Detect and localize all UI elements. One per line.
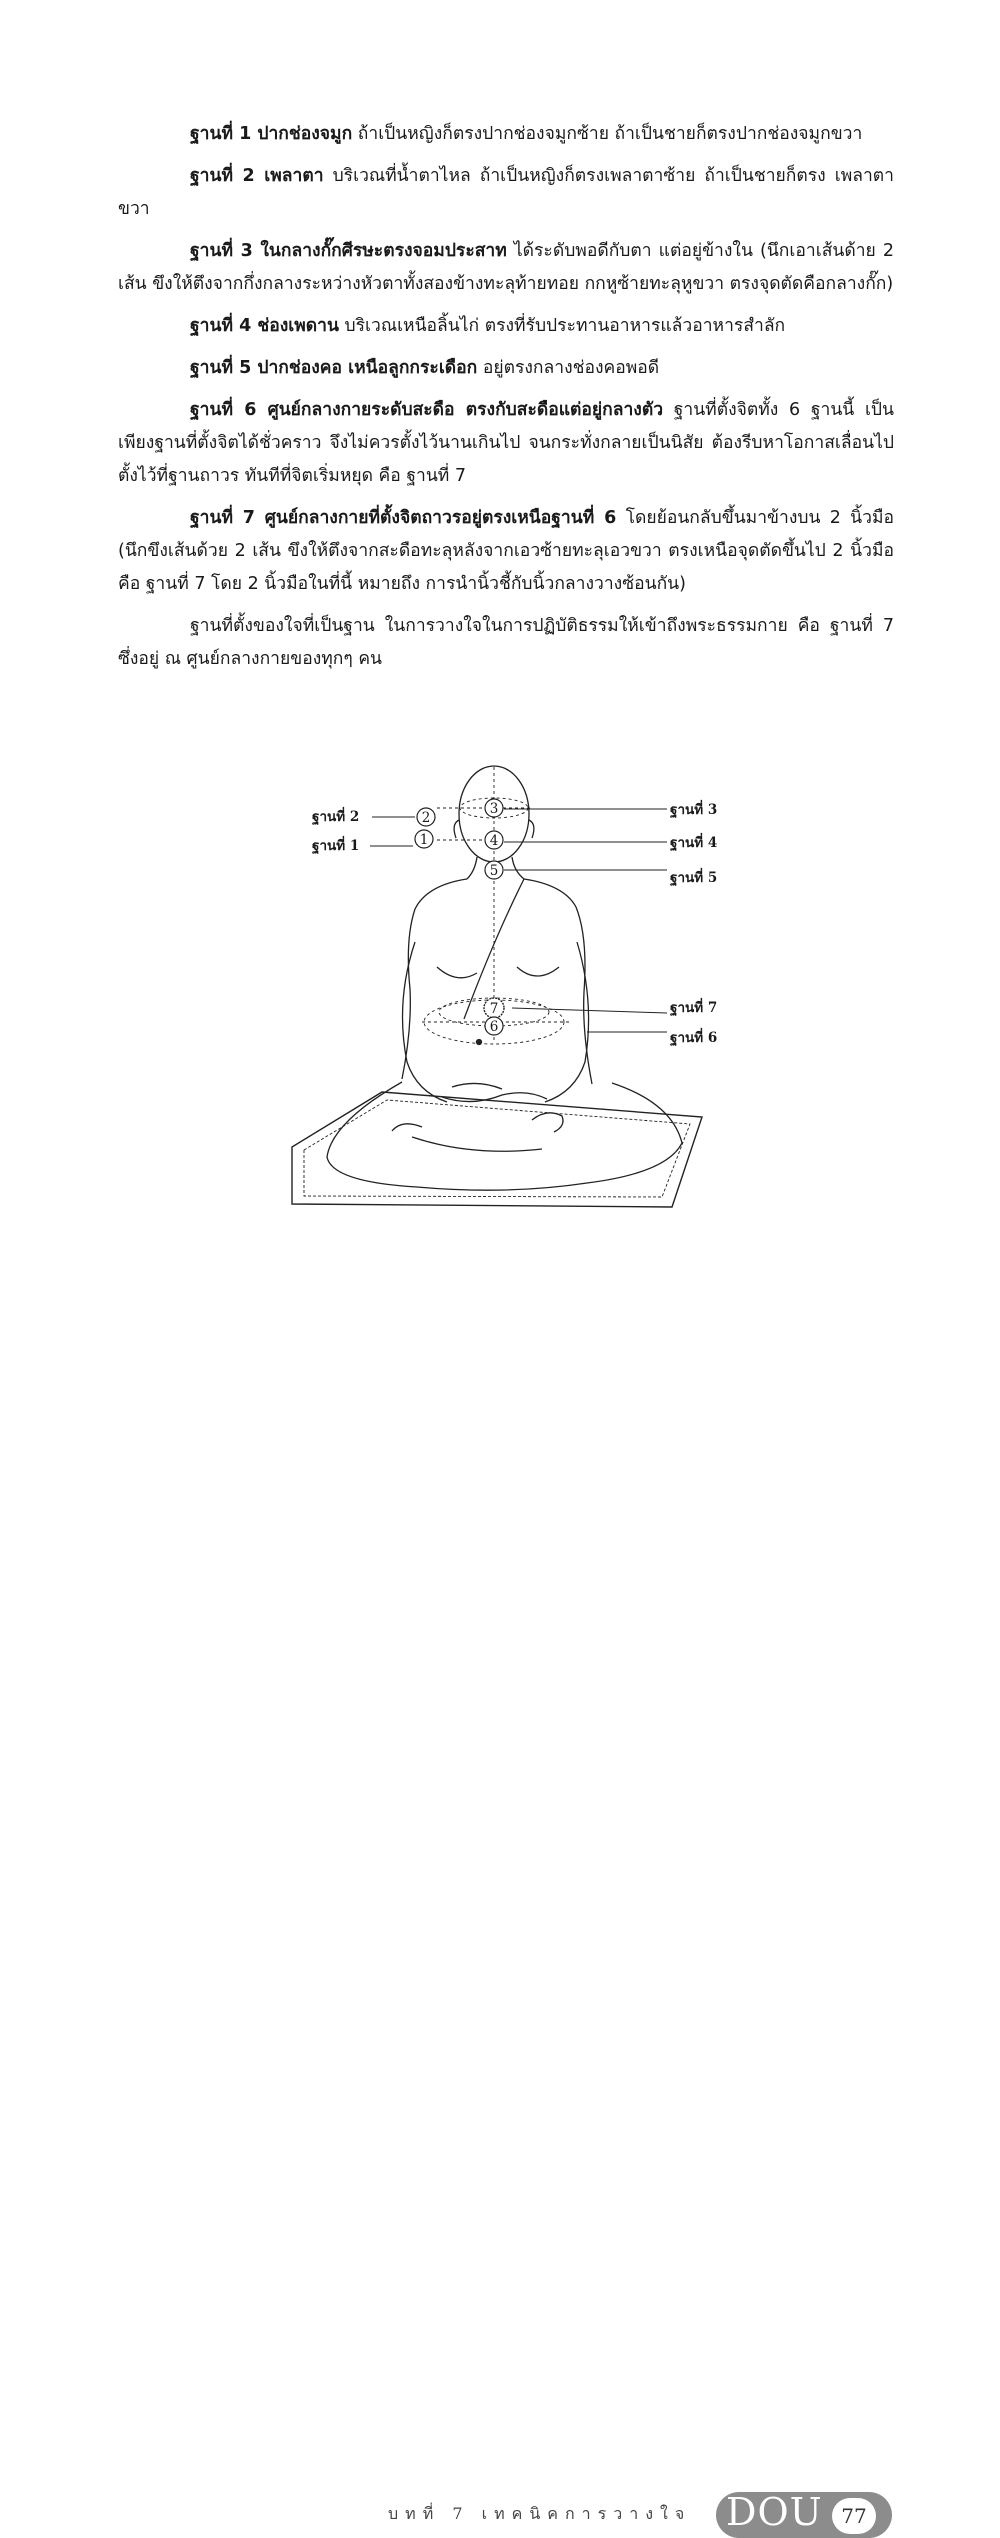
paragraph-heading: ฐานที่ 6 ศูนย์กลางกายระดับสะดือ ตรงกับสะดือแต่อยู่กลางตัว xyxy=(190,400,664,420)
marker-6 xyxy=(485,1017,503,1035)
seated-figure-outline xyxy=(327,766,682,1190)
svg-text:7: 7 xyxy=(489,1001,499,1017)
page-number: 77 xyxy=(832,2498,876,2534)
paragraph-base-1 xyxy=(118,118,894,151)
meditation-illustration xyxy=(232,742,732,1212)
chapter-title: บทที่ 7 เทคนิคการวางใจ xyxy=(388,2504,692,2523)
marker-3 xyxy=(485,799,503,817)
label-base-5: ฐานที่ 5 xyxy=(670,870,718,886)
paragraph-heading: ฐานที่ 3 ในกลางกั๊กศีรษะตรงจอมประสาท xyxy=(190,241,507,261)
body-text xyxy=(118,118,894,685)
paragraph-body: อยู่ตรงกลางช่องคอพอดี xyxy=(477,358,660,378)
label-base-7: ฐานที่ 7 xyxy=(670,1000,718,1016)
label-base-2: ฐานที่ 2 xyxy=(312,809,360,825)
svg-text:4: 4 xyxy=(489,833,499,849)
paragraph-body: บริเวณที่น้ำตาไหล ถ้าเป็นหญิงก็ตรงเพลาตาซ้าย ถ้าเป็นชายก็ตรง เพลาตาขวา xyxy=(118,166,894,219)
meditation-figure xyxy=(232,742,732,1212)
paragraph-body: บริเวณเหนือลิ้นไก่ ตรงที่รับประทานอาหารแล้วอาหารสำลัก xyxy=(338,316,786,336)
paragraph-heading: ฐานที่ 2 เพลาตา xyxy=(190,166,324,186)
svg-text:1: 1 xyxy=(419,832,429,848)
paragraph-base-5 xyxy=(118,352,894,385)
paragraph-body: ถ้าเป็นหญิงก็ตรงปากช่องจมูกซ้าย ถ้าเป็นชายก็ตรงปากช่องจมูกขวา xyxy=(352,124,863,144)
paragraph-base-2 xyxy=(118,160,894,226)
label-base-6: ฐานที่ 6 xyxy=(670,1030,718,1046)
paragraph-body: โดยย้อนกลับขึ้นมาข้างบน 2 นิ้วมือ (นึกขึงเส้นด้วย 2 เส้น ขึงให้ตึงจากสะดือทะลุหลังจากเอวซ้ายทะลุเอวขวา ตรงเหนือจุดตัดขึ้นไป 2 นิ้วมือ คือ ฐานที่ 7 โดย 2 นิ้วมือในที่นี้ หมายถึง การนำนิ้วชี้กับนิ้วกลางวางซ้อนกัน) xyxy=(118,508,894,594)
leader-lines xyxy=(370,809,667,1032)
paragraph-base-6 xyxy=(118,394,894,493)
paragraph-heading: ฐานที่ 5 ปากช่องคอ เหนือลูกกระเดือก xyxy=(190,358,478,378)
paragraph-summary xyxy=(118,610,894,676)
svg-text:3: 3 xyxy=(489,801,499,817)
base-markers xyxy=(415,799,504,1035)
label-base-3: ฐานที่ 3 xyxy=(670,802,718,818)
svg-text:5: 5 xyxy=(489,863,499,879)
paragraph-heading: ฐานที่ 1 ปากช่องจมูก xyxy=(190,124,353,144)
paragraph-base-4 xyxy=(118,310,894,343)
paragraph-heading: ฐานที่ 7 ศูนย์กลางกายที่ตั้งจิตถาวรอยู่ตรงเหนือฐานที่ 6 xyxy=(190,508,617,528)
paragraph-body: ฐานที่ตั้งจิตทั้ง 6 ฐานนี้ เป็นเพียงฐานที่ตั้งจิตได้ชั่วคราว จึงไม่ควรตั้งไว้นานเกินไป จนกระทั่งกลายเป็นนิสัย ต้องรีบหาโอกาสเลื่อนไปตั้งไว้ที่ฐานถาวร ทันทีที่จิตเริ่มหยุด คือ ฐานที่ 7 xyxy=(118,400,895,486)
paragraph-body: ได้ระดับพอดีกับตา แต่อยู่ข้างใน (นึกเอาเส้นด้าย 2 เส้น ขึงให้ตึงจากกึ่งกลางระหว่างหัวตาทั้งสองข้างทะลุท้ายทอย กกหูซ้ายทะลุหูขวา ตรงจุดตัดคือกลางกั๊ก) xyxy=(118,241,894,294)
label-base-1: ฐานที่ 1 xyxy=(312,838,360,854)
page-footer xyxy=(0,1240,1000,2534)
marker-7 xyxy=(484,998,504,1018)
svg-text:6: 6 xyxy=(489,1019,499,1035)
brand-logo-text: DOU xyxy=(726,2490,823,2534)
paragraph-heading: ฐานที่ 4 ช่องเพดาน xyxy=(190,316,339,336)
base-labels xyxy=(312,799,717,1047)
marker-2 xyxy=(417,808,435,826)
marker-1 xyxy=(415,830,433,848)
paragraph-body: ฐานที่ตั้งของใจที่เป็นฐาน ในการวางใจในการปฏิบัติธรรมให้เข้าถึงพระธรรมกาย คือ ฐานที่ 7 ซึ่งอยู่ ณ ศูนย์กลางกายของทุกๆ คน xyxy=(118,616,894,669)
marker-4 xyxy=(485,831,503,849)
paragraph-base-3 xyxy=(118,235,894,301)
label-base-4: ฐานที่ 4 xyxy=(670,835,718,851)
marker-5 xyxy=(485,861,503,879)
paragraph-base-7 xyxy=(118,502,894,601)
svg-text:2: 2 xyxy=(421,810,431,826)
